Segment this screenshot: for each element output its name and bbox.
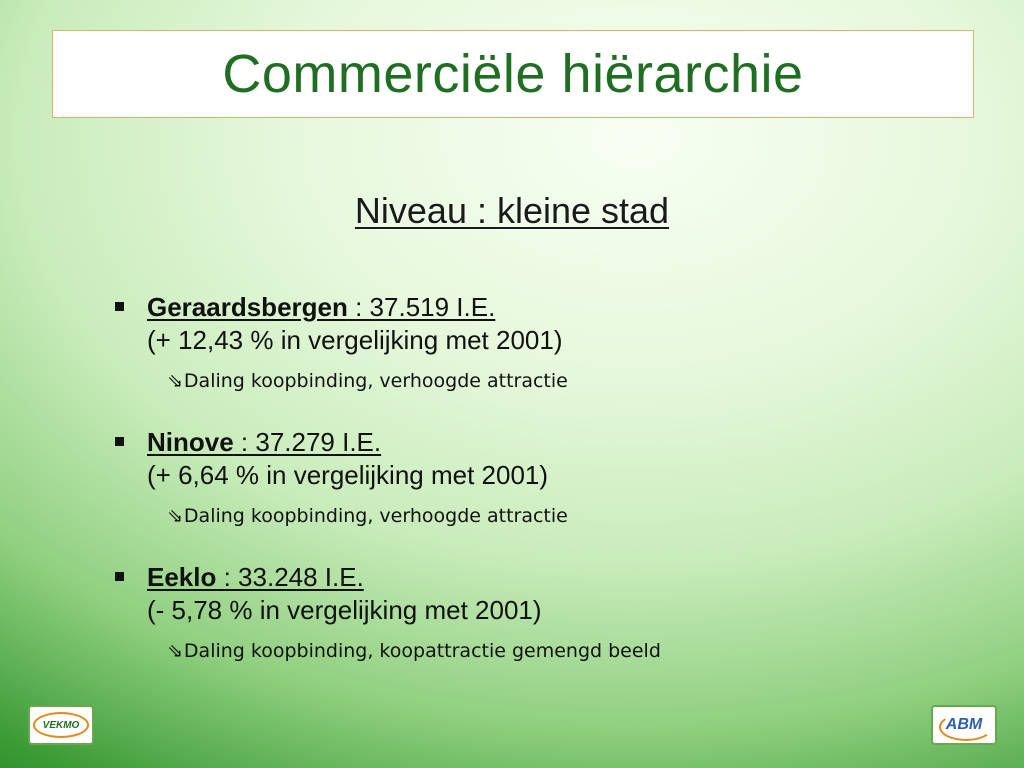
slide-subtitle: Niveau : kleine stad: [354, 190, 670, 231]
city-note: Daling koopbinding, verhoogde attractie: [183, 370, 568, 392]
slide-title: Commerciële hiërarchie: [222, 44, 804, 104]
city-change: (- 5,78 % in vergelijking met 2001): [147, 595, 542, 625]
title-box: [52, 30, 974, 118]
city-value: : 33.248 I.E.: [216, 562, 364, 592]
city-value: : 37.519 I.E.: [347, 292, 496, 322]
arrow-icon: ⇘: [167, 505, 183, 527]
arrow-icon: ⇘: [167, 640, 183, 662]
abm-logo-text: ABM: [945, 716, 983, 733]
city-change: (+ 6,64 % in vergelijking met 2001): [147, 460, 549, 490]
city-name: Eeklo: [147, 562, 217, 592]
vekmo-logo: [28, 705, 94, 745]
bullet-icon: [115, 302, 124, 311]
bullet-icon: [115, 437, 124, 446]
abm-logo: [931, 705, 997, 745]
list-item-ninove: [115, 427, 568, 527]
arrow-icon: ⇘: [167, 370, 183, 392]
city-note: Daling koopbinding, verhoogde attractie: [183, 505, 568, 527]
city-change: (+ 12,43 % in vergelijking met 2001): [147, 325, 563, 355]
city-name: Ninove: [147, 427, 234, 457]
bullet-icon: [115, 572, 124, 581]
list-item-geraardsbergen: [115, 292, 568, 392]
list-item-eeklo: [115, 562, 661, 662]
city-name: Geraardsbergen: [147, 292, 348, 322]
city-note: Daling koopbinding, koopattractie gemengd beeld: [183, 640, 661, 662]
vekmo-logo-text: VEKMO: [33, 712, 89, 738]
city-value: : 37.279 I.E.: [233, 427, 382, 457]
